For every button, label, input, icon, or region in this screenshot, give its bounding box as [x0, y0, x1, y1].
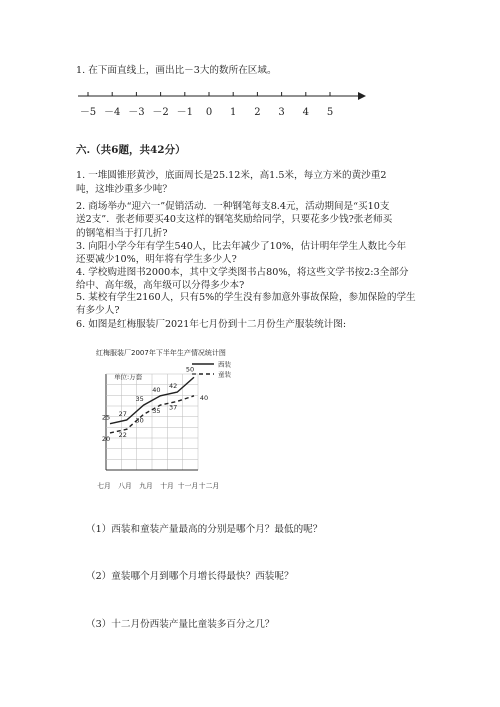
x-tick-label: 八月: [118, 482, 132, 490]
data-label: 37: [169, 403, 178, 412]
question-1: （1）西装和童装产量最高的分别是哪个月？最低的呢？: [86, 524, 323, 535]
data-label: 42: [169, 382, 178, 391]
tick-label: 4: [302, 107, 309, 118]
problem-line: 2. 商场举办“迎六一”促销活动．一种钢笔每支8.4元，活动期间是“买10支: [76, 201, 390, 212]
question-3: （3）十二月份西装产量比童装多百分之几？: [86, 619, 275, 630]
data-label: 27: [118, 409, 127, 418]
problem-line: 还要减少10%，明年将有学生多少人?: [76, 254, 237, 265]
legend-label: 西装: [218, 360, 231, 369]
line-chart: [92, 342, 252, 492]
tick-label: 5: [326, 107, 334, 118]
tick-label: 3: [278, 107, 285, 118]
data-label: 35: [152, 407, 161, 416]
data-label: 30: [135, 416, 144, 425]
chart-title: 红梅服装厂2007年下半年生产情况统计图: [96, 349, 226, 357]
problem-line: 5. 某校有学生2160人，只有5%的学生没有参加意外事故保险，参加保险的学生: [76, 292, 416, 303]
x-tick-label: 十一月: [177, 482, 199, 490]
problem-line: 1. 一堆圆锥形黄沙，底面周长是25.12米，高1.5米，每立方米的黄沙重2: [76, 170, 387, 181]
tick-label: －3: [128, 107, 145, 118]
x-tick-label: 九月: [139, 482, 153, 490]
problem-1-text: 1. 在下面直线上，画出比－3大的数所在区域。: [76, 65, 277, 76]
data-label: 35: [135, 395, 144, 404]
x-tick-label: 七月: [97, 482, 111, 490]
data-label: 20: [101, 434, 111, 443]
tick-label: 0: [205, 107, 213, 118]
chart-ylabel: 单位:万套: [114, 373, 143, 381]
data-label: 40: [199, 393, 209, 402]
legend-label: 童装: [218, 370, 231, 379]
number-line: [0, 80, 500, 210]
data-label: 25: [101, 413, 111, 422]
data-label: 22: [118, 431, 127, 440]
tick-label: －2: [152, 107, 169, 118]
problem-line: 送2支”．张老师要买40支这样的钢笔奖励给同学，只要花多少钱?张老师买: [76, 214, 393, 225]
problem-line: 4. 学校购进图书2000本，其中文学类图书占80%，将这些文学书按2:3全部分: [76, 267, 409, 278]
problem-line: 6. 如图是红梅服装厂2021年七月份到十二月份生产服装统计图:: [76, 319, 347, 330]
data-label: 40: [152, 385, 161, 394]
data-label: 50: [185, 365, 195, 374]
x-tick-label: 十二月: [198, 482, 220, 490]
tick-label: 2: [254, 107, 261, 118]
x-tick-label: 十月: [160, 482, 174, 490]
problem-line: 给中、高年级，高年级可以分得多少本?: [76, 280, 245, 291]
tick-label: 1: [230, 107, 237, 118]
problem-line: 3. 向阳小学今年有学生540人，比去年减少了10%，估计明年学生人数比今年: [76, 241, 407, 252]
section-title: 六.（共6题，共42分）: [76, 144, 186, 156]
tick-label: －1: [176, 107, 193, 118]
problem-line: 有多少人?: [76, 305, 120, 316]
problem-line: 的钢笔相当于打几折?: [76, 228, 168, 239]
question-2: （2）童装哪个月到哪个月增长得最快？西装呢？: [86, 571, 294, 582]
tick-label: －4: [104, 107, 121, 118]
tick-label: －5: [79, 107, 97, 118]
problem-line: 吨，这堆沙重多少吨？: [76, 184, 172, 195]
